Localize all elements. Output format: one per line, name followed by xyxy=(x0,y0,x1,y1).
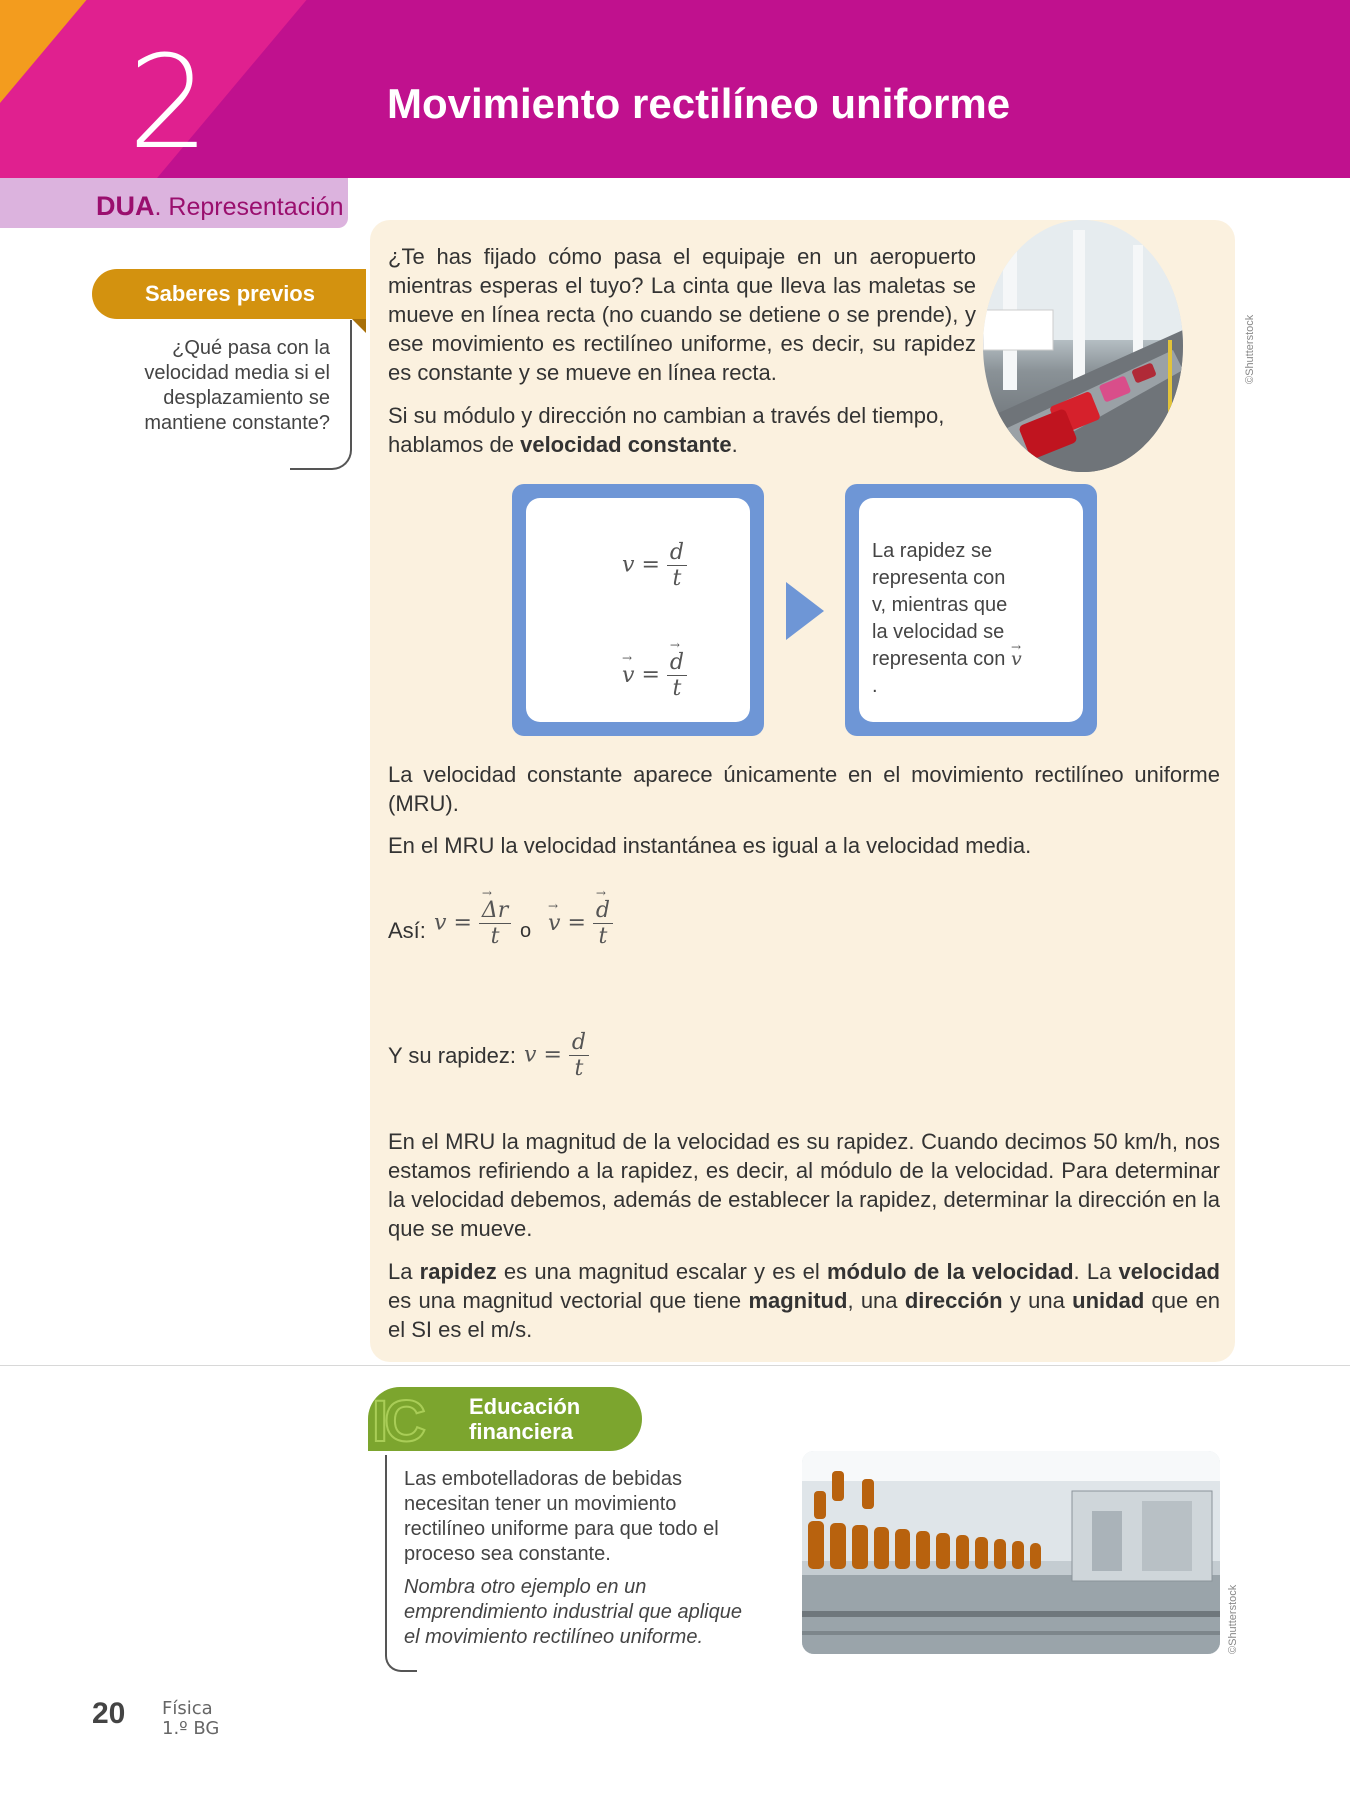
p4-text: La xyxy=(388,1259,420,1284)
t-denominator: t xyxy=(672,676,682,701)
delta-r-numerator: → Δr xyxy=(482,898,508,923)
educacion-financiera-text: Las embotelladoras de bebidas necesitan tener un movimiento rectilíneo uniforme para que todo el proceso sea constante. xyxy=(404,1468,719,1565)
p4-text: , una xyxy=(847,1288,905,1313)
v-vector-symbol: → v xyxy=(622,663,634,688)
t-denominator: t xyxy=(490,924,500,949)
footer-subject xyxy=(162,1699,219,1739)
v-vector-symbol: → v xyxy=(1011,646,1022,673)
title-line-2: financiera xyxy=(469,1419,573,1444)
airport-photo-credit: ©Shutterstock xyxy=(1244,314,1256,384)
p4-text: . La xyxy=(1073,1259,1119,1284)
velocidad-constante-paragraph xyxy=(388,401,976,459)
d-vector-numerator: → d xyxy=(596,898,610,923)
saberes-previos-title: Saberes previos xyxy=(145,281,315,306)
d-numerator: d xyxy=(569,1030,589,1056)
p4-text: es una magnitud escalar y es el xyxy=(496,1259,827,1284)
o-label: o xyxy=(520,920,532,942)
velocidad-formula xyxy=(622,650,687,701)
mru-paragraph-2: En el MRU la velocidad instantánea es igual a la velocidad media. xyxy=(388,833,1032,858)
intro2-end: . xyxy=(731,432,738,457)
p4-bold: velocidad xyxy=(1118,1259,1220,1284)
mru-paragraph-3: En el MRU la magnitud de la velocidad es su rapidez. Cuando decimos 50 km/h, nos estamos refiriendo a la rapidez, es decir, al módulo de la velocidad. Para determinar la velocidad debemos, además de establecer la rapidez, determinar la dirección en la que se mueve. xyxy=(388,1129,1220,1241)
v-symbol: v xyxy=(434,910,447,936)
factory-photo-credit: ©Shutterstock xyxy=(1227,1584,1239,1654)
airport-baggage-photo xyxy=(983,220,1183,472)
grade-label: 1.º BG xyxy=(162,1718,220,1739)
p4-bold: rapidez xyxy=(419,1259,497,1284)
dua-bold: DUA xyxy=(96,191,155,221)
rapidez-label: Y su rapidez: xyxy=(388,1043,517,1068)
intro2-bold: velocidad constante xyxy=(520,432,732,457)
saberes-previos-question: ¿Qué pasa con la velocidad media si el desplazamiento se mantiene constante? xyxy=(144,337,330,434)
dua-label-text: . Representación xyxy=(154,193,344,221)
rapidez-formula xyxy=(622,540,687,591)
d-vector-numerator: → d xyxy=(670,650,684,675)
page-number: 20 xyxy=(92,1697,126,1730)
p4-text: que en el SI es el m/s. xyxy=(388,1288,1221,1342)
asi-formula-2 xyxy=(548,898,613,949)
rapidez-formula-2 xyxy=(524,1030,589,1081)
airport-illustration xyxy=(983,220,1183,472)
dua-label xyxy=(96,191,344,222)
t-denominator: t xyxy=(672,566,682,591)
formula-box-inner xyxy=(526,498,750,722)
v-symbol: v xyxy=(622,552,635,578)
d-numerator: d xyxy=(667,540,687,566)
period: . xyxy=(872,675,878,697)
t-denominator: t xyxy=(574,1056,584,1081)
page-title: Movimiento rectilíneo uniforme xyxy=(387,80,1011,127)
v-symbol: v xyxy=(524,1042,537,1068)
section-divider xyxy=(0,1365,1350,1366)
p4-bold: unidad xyxy=(1072,1288,1145,1313)
equals-sign: = xyxy=(567,910,586,936)
ic-logo: IC xyxy=(372,1389,422,1454)
subject-name: Física xyxy=(162,1698,213,1719)
intro-paragraph: ¿Te has fijado cómo pasa el equipaje en un aeropuerto mientras esperas el tuyo? La cinta que lleva las maletas se mueve en línea recta (no cuando se detiene o se prende), y ese movimiento es rectilíneo uniforme, es decir, su rapidez es constante y se mueve en línea recta. xyxy=(388,244,976,385)
unit-number: 2 xyxy=(128,29,210,178)
rapidez-definition-paragraph xyxy=(388,1257,1220,1344)
asi-label: Así: xyxy=(388,918,426,943)
equals-sign: = xyxy=(453,910,472,936)
factory-illustration xyxy=(802,1451,1220,1654)
p4-bold: magnitud xyxy=(748,1288,848,1313)
equals-sign: = xyxy=(641,552,660,578)
v-vector-symbol: → v xyxy=(548,911,560,936)
rapidez-explanation-text xyxy=(872,538,1022,700)
rapidez-explanation: La rapidez se representa con v, mientras que la velocidad se representa con xyxy=(872,540,1008,670)
p4-text: es una magnitud vectorial que tiene xyxy=(388,1288,749,1313)
formula-box xyxy=(512,484,764,736)
bottling-factory-photo xyxy=(802,1451,1220,1654)
arrow-right-icon xyxy=(786,582,824,640)
equals-sign: = xyxy=(543,1042,562,1068)
p4-bold: módulo de la velocidad xyxy=(827,1259,1074,1284)
mru-paragraph-1: La velocidad constante aparece únicamente en el movimiento rectilíneo uniforme (MRU). xyxy=(388,762,1220,816)
asi-formula-1 xyxy=(434,898,511,949)
p4-bold: dirección xyxy=(904,1288,1003,1313)
p4-text: y una xyxy=(1002,1288,1073,1313)
intro2-text: Si su módulo y dirección no cambian a través del tiempo, hablamos de xyxy=(388,403,945,457)
educacion-financiera-question: Nombra otro ejemplo en un emprendimiento industrial que aplique el movimiento rectilíneo uniforme. xyxy=(404,1576,742,1648)
educacion-financiera-title xyxy=(469,1394,580,1444)
t-denominator: t xyxy=(598,924,608,949)
equals-sign: = xyxy=(641,662,660,688)
title-line-1: Educación xyxy=(469,1394,581,1419)
